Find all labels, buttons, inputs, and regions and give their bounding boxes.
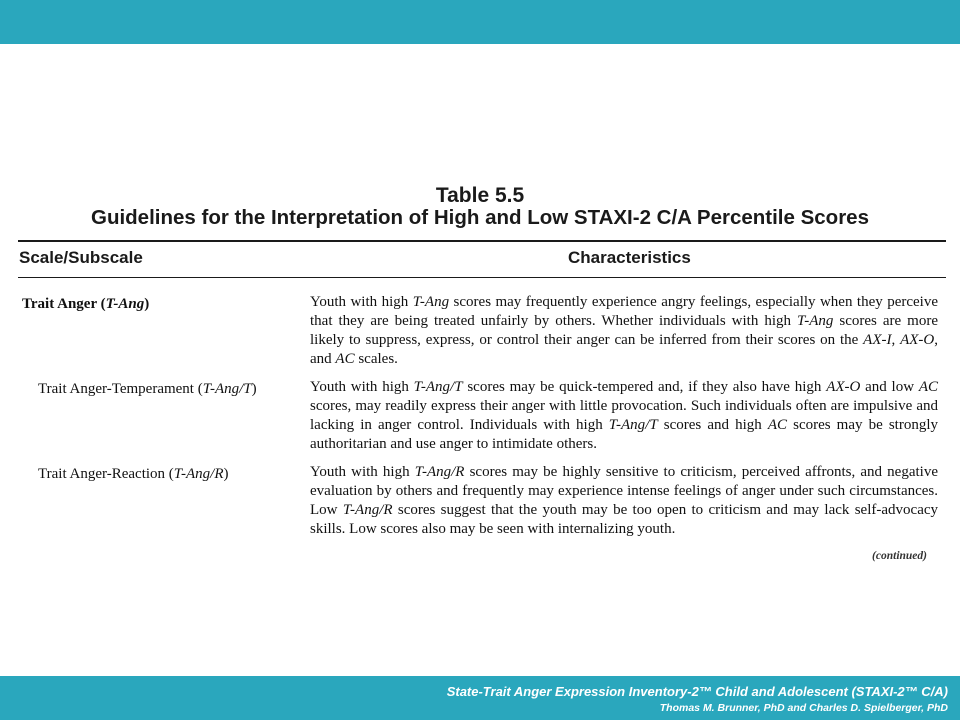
scale-abbrev: AX-O (900, 332, 935, 348)
table-top-rule (18, 240, 946, 242)
table-header-rule (18, 277, 946, 278)
text-fragment: Youth with high (310, 379, 414, 395)
footer-title: State-Trait Anger Expression Inventory-2™ Child and Adolescent (STAXI-2™ C/A) (446, 684, 948, 699)
table-number: Table 5.5 (435, 184, 525, 207)
scale-name-part: ) (144, 296, 150, 312)
scale-abbrev: T-Ang (105, 296, 145, 312)
scale-name-part: Trait Anger-Temperament ( (38, 381, 203, 397)
table-title: Guidelines for the Interpretation of High and Low STAXI-2 C/A Percentile Scores (91, 206, 869, 229)
scale-abbrev: T-Ang/R (342, 502, 393, 518)
text-fragment: scores may be highly sensitive to criticism, perceived affronts, and negative evaluation by others and frequently may experience intense feelings of anger under such circumstances. Low (310, 464, 938, 518)
text-fragment: scores may be strongly authoritarian and use anger to intimidate others. (310, 417, 939, 452)
scale-name-part: ) (251, 381, 257, 397)
scale-abbrev: T-Ang (797, 313, 834, 329)
scale-name-trait-anger-temperament (38, 380, 257, 399)
scale-name-part: Trait Anger-Reaction ( (38, 466, 174, 482)
top-banner (0, 0, 960, 44)
characteristics-trait-anger (310, 293, 938, 369)
scale-name-part: Trait Anger ( (22, 296, 106, 312)
scale-abbrev: T-Ang/T (608, 417, 658, 433)
text-fragment: scores suggest that the youth may be too open to criticism and may lack self-advocacy skills. Low scores also may be seen with internalizing youth. (310, 502, 939, 537)
footer-authors: Thomas M. Brunner, PhD and Charles D. Spielberger, PhD (659, 702, 948, 714)
text-fragment: and low (860, 379, 919, 395)
scale-abbrev: AC (335, 351, 355, 367)
column-header-scale: Scale/Subscale (19, 248, 143, 267)
text-fragment: scores, may readily express their anger with little provocation. Such individuals often are impulsive and lacking in anger control. Individuals with high (310, 398, 938, 433)
text-fragment: scores and high (657, 417, 768, 433)
text-fragment: Youth with high (310, 464, 415, 480)
text-fragment: scores are more likely to suppress, express, or control their anger can be inferred from their scores on the (310, 313, 939, 348)
characteristics-trait-anger-reaction (310, 463, 938, 539)
scale-abbrev: T-Ang/T (413, 379, 463, 395)
scale-abbrev: AC (767, 417, 788, 433)
scale-abbrev: AX-O (826, 379, 861, 395)
scale-abbrev: T-Ang (412, 294, 450, 310)
scale-abbrev: T-Ang/R (173, 466, 224, 482)
characteristics-trait-anger-temperament (310, 378, 938, 454)
scale-abbrev: T-Ang/R (414, 464, 465, 480)
text-fragment: , (891, 332, 901, 348)
text-fragment: Youth with high (310, 294, 413, 310)
scale-name-trait-anger-reaction (38, 465, 229, 484)
footer-banner (0, 676, 960, 720)
continued-note: (continued) (872, 550, 927, 562)
text-fragment: , and (310, 332, 938, 367)
text-fragment: scores may frequently experience angry feelings, especially when they perceive that they are being treated unfairly by others. Whether individuals with high (310, 294, 938, 329)
text-fragment: scales. (354, 351, 398, 367)
scale-name-part: ) (223, 466, 229, 482)
scale-abbrev: T-Ang/T (202, 381, 252, 397)
column-header-characteristics: Characteristics (568, 248, 691, 267)
scale-name-trait-anger (22, 295, 149, 314)
scale-abbrev: AX-I (863, 332, 892, 348)
scale-abbrev: AC (918, 379, 938, 395)
text-fragment: scores may be quick-tempered and, if they also have high (462, 379, 827, 395)
